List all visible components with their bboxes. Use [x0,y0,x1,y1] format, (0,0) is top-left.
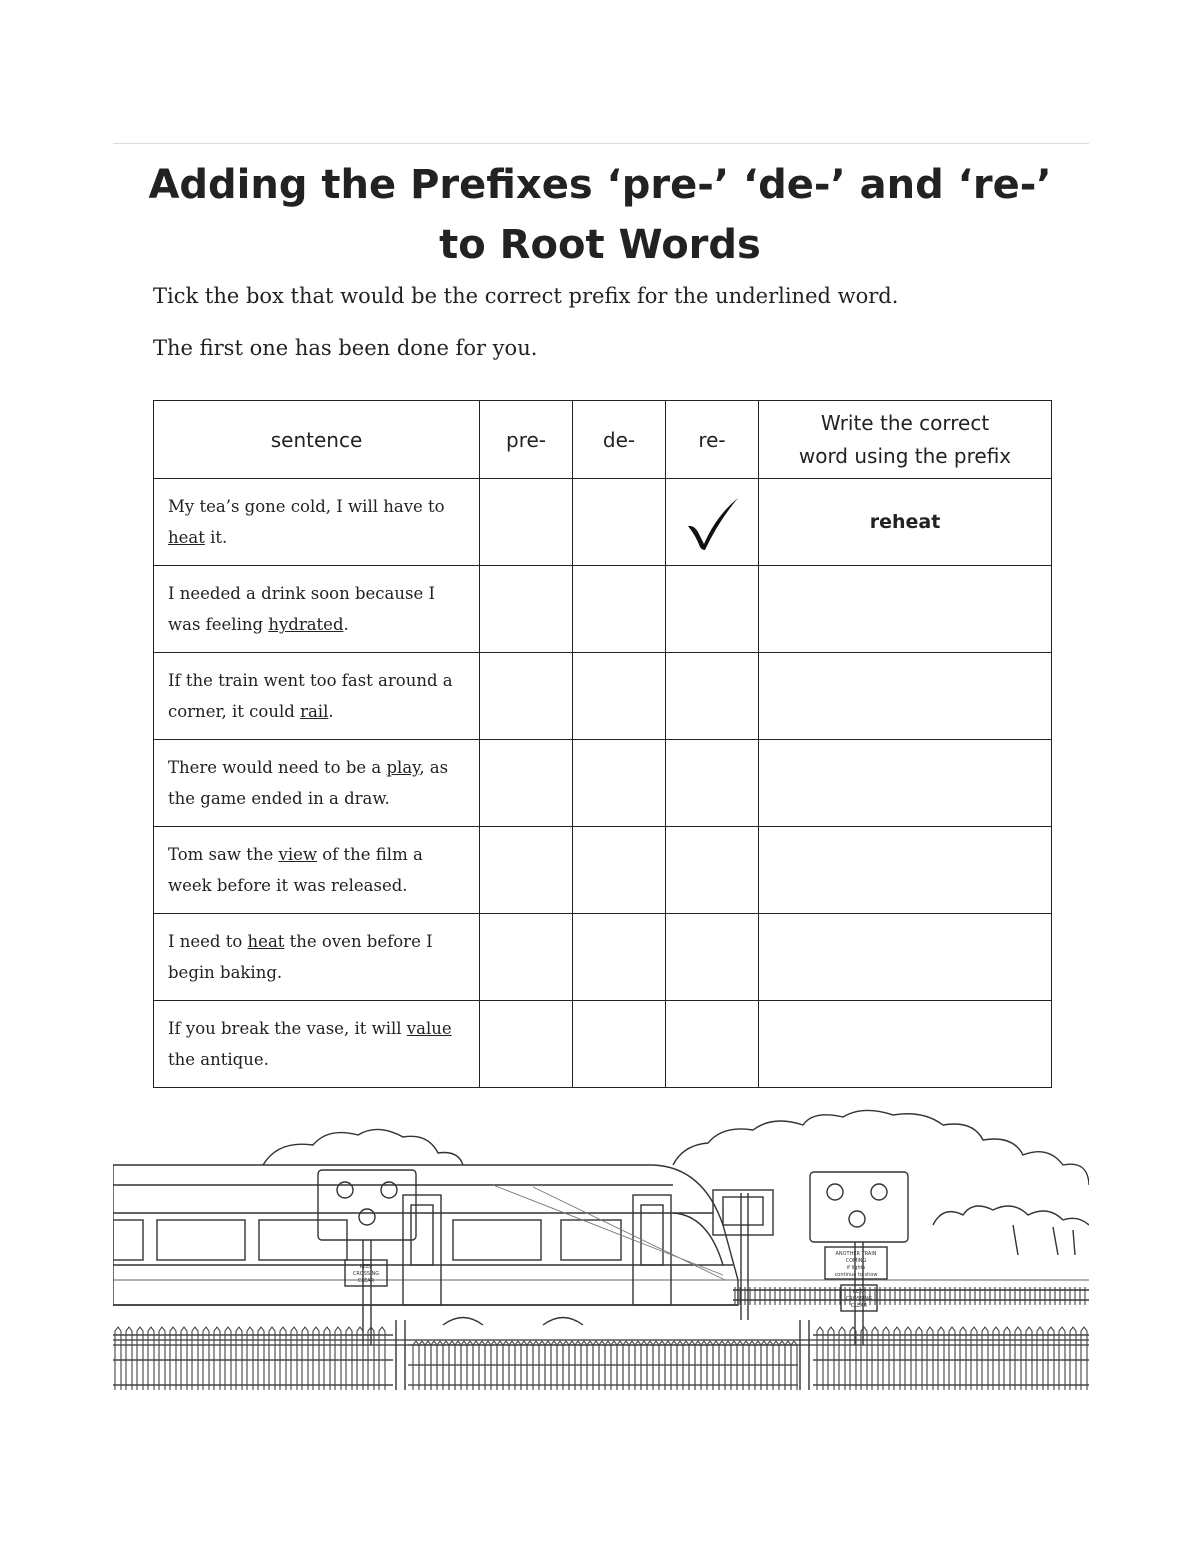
sentence-before: If the train went too fast around a corner, it could [168,671,453,721]
fence-picket [872,1327,878,1390]
signal-box-window [723,1197,763,1225]
worksheet-title [100,155,1100,275]
sign-notice-text: if lights [846,1265,866,1271]
tick-box-de[interactable] [573,914,666,1001]
fence-picket [1081,1327,1087,1390]
signal-light-board [318,1170,416,1240]
sentence-text [154,491,479,553]
table-row [154,740,1052,827]
train-cab-window [673,1213,723,1265]
sign-left-text: CLEAR [357,1278,375,1284]
sentence-after: . [328,702,334,721]
sentence-before: I need to [168,932,248,951]
sentence-before: My tea’s gone cold, I will have to [168,497,445,516]
railway-crossing-illustration [113,1105,1089,1390]
instruction-1: Tick the box that would be the correct prefix for the underlined word. [153,284,899,308]
table-row [154,479,1052,566]
sign-notice-text: continue to show [834,1272,878,1278]
table-row [154,566,1052,653]
train-door [403,1195,441,1305]
underlined-root-word: hydrated [268,615,344,634]
fence-picket [280,1327,286,1390]
fence-picket [938,1327,944,1390]
fence-picket [346,1327,352,1390]
fence-picket [1037,1327,1043,1390]
tree-outline [933,1206,1089,1225]
fence-picket [1004,1327,1010,1390]
tick-box-pre[interactable] [480,914,573,1001]
tick-box-de[interactable] [573,479,666,566]
tick-box-de[interactable] [573,740,666,827]
underlined-root-word: rail [300,702,329,721]
tree-outline [263,1129,463,1165]
header-write-line-1: Write the correct [820,410,990,435]
tick-box-re[interactable] [666,479,759,566]
tick-box-de[interactable] [573,827,666,914]
answer-cell[interactable] [759,566,1052,653]
train-window [561,1220,621,1260]
tick-box-pre[interactable] [480,740,573,827]
train-door-window [411,1205,433,1265]
tick-box-de[interactable] [573,566,666,653]
fence-picket [115,1327,121,1390]
fence-picket [1059,1327,1065,1390]
fence-picket [291,1327,297,1390]
underlined-root-word: play [386,758,420,777]
answer-cell[interactable]: reheat [759,479,1052,566]
sentence-cell [154,566,480,653]
pantograph-wire [493,1185,725,1280]
header-write-line-2: word using the prefix [798,443,1012,468]
header-sentence: sentence [154,401,480,479]
sentence-text [154,839,479,901]
fence-picket [1015,1327,1021,1390]
fence-picket [883,1327,889,1390]
sentence-before: Tom saw the [168,845,279,864]
title-line-2: to Root Words [439,222,761,268]
sign-notice-text: COMING [845,1258,867,1264]
fence-picket [313,1327,319,1390]
fence-picket [357,1327,363,1390]
fence-picket [817,1327,823,1390]
table-row [154,914,1052,1001]
sentence-before: I needed a drink soon because I was feeling [168,584,435,634]
fence-picket [225,1327,231,1390]
fence-picket [379,1327,385,1390]
table-header-row [154,401,1052,479]
sign-left-text: KEEP [359,1264,373,1270]
fence-gate-post [396,1320,809,1390]
fence-picket [1048,1327,1054,1390]
fence-picket [828,1327,834,1390]
fence-picket [1070,1327,1076,1390]
fence-picket [137,1327,143,1390]
prefix-table [153,400,1052,1088]
tick-box-re[interactable] [666,566,759,653]
sentence-after: , as the game ended in a draw. [168,758,449,808]
sentence-after: . [343,615,349,634]
sentence-cell [154,827,480,914]
fence-picket [839,1327,845,1390]
fence-picket [269,1327,275,1390]
sign-right-text: CLEAR [850,1303,868,1309]
tick-box-re[interactable] [666,914,759,1001]
answer-cell[interactable] [759,740,1052,827]
sentence-after: it. [204,528,228,547]
signal-light [849,1211,865,1227]
fence-picket [916,1327,922,1390]
fence-picket [247,1327,253,1390]
sentence-before: If you break the vase, it will [168,1019,407,1038]
sentence-cell [154,914,480,1001]
table-row [154,653,1052,740]
fence-picket [993,1327,999,1390]
fence-picket [982,1327,988,1390]
fence-picket [236,1327,242,1390]
sentence-text [154,926,479,988]
fence-picket [949,1327,955,1390]
signal-light [827,1184,843,1200]
fence-picket [159,1327,165,1390]
underlined-root-word: heat [247,932,285,951]
fence-picket [894,1327,900,1390]
fence-picket [203,1327,209,1390]
sentence-cell [154,1001,480,1088]
fence-picket [214,1327,220,1390]
sentence-cell [154,479,480,566]
fence-picket [324,1327,330,1390]
fence-picket [927,1327,933,1390]
fence-picket [170,1327,176,1390]
train-window [453,1220,541,1260]
tick-box-pre[interactable] [480,1001,573,1088]
sentence-text [154,578,479,640]
fence-picket [971,1327,977,1390]
answer-cell[interactable] [759,827,1052,914]
sentence-after: the oven before I begin baking. [168,932,433,982]
train-window [113,1220,143,1260]
tick-box-pre[interactable] [480,827,573,914]
table-row [154,1001,1052,1088]
answer-cell[interactable] [759,914,1052,1001]
fence-picket [861,1327,867,1390]
tick-box-pre[interactable] [480,653,573,740]
tick-box-re[interactable] [666,1001,759,1088]
fence-picket [1026,1327,1032,1390]
sentence-text [154,752,479,814]
sentence-text [154,1013,479,1075]
fence-picket [181,1327,187,1390]
train-underframe [113,1305,738,1325]
sign-right-text: CROSSING [845,1296,873,1302]
sentence-before: There would need to be a [168,758,387,777]
sentence-cell [154,740,480,827]
signal-light [871,1184,887,1200]
underlined-root-word: heat [168,528,205,547]
top-rule [113,143,1089,144]
header-pre: pre- [480,401,573,479]
answer-cell[interactable] [759,1001,1052,1088]
title-line-1: Adding the Prefixes ‘pre-’ ‘de-’ and ‘re-’ [148,162,1052,208]
fence-picket [148,1327,154,1390]
signal-light [359,1209,375,1225]
sentence-after: of the film a week before it was released. [168,845,423,895]
tick-box-re[interactable] [666,653,759,740]
answer-cell[interactable] [759,653,1052,740]
tree-trunk [1013,1225,1075,1255]
tree-outline [673,1110,1089,1185]
tick-box-pre[interactable] [480,566,573,653]
fence-picket [960,1327,966,1390]
sign-left-text: CROSSING [352,1271,380,1277]
far-fence [733,1290,1089,1300]
fence-picket [126,1327,132,1390]
train-body [113,1165,738,1305]
tick-box-re[interactable] [666,740,759,827]
sign-notice-text: ANOTHER TRAIN [835,1251,877,1257]
fence-picket [258,1327,264,1390]
table-row [154,827,1052,914]
header-de: de- [573,401,666,479]
fence-picket [335,1327,341,1390]
instruction-2: The first one has been done for you. [153,336,538,360]
sign-right-text: KEEP [852,1289,866,1295]
train-door [633,1195,671,1305]
tick-box-de[interactable] [573,1001,666,1088]
tick-box-re[interactable] [666,827,759,914]
header-re: re- [666,401,759,479]
sentence-cell [154,653,480,740]
fence-picket [302,1327,308,1390]
check-mark-icon [682,492,742,552]
fence-picket [905,1327,911,1390]
train-door-window [641,1205,663,1265]
sentence-text [154,665,479,727]
signal-light-board [810,1172,908,1242]
tick-box-de[interactable] [573,653,666,740]
tick-box-pre[interactable] [480,479,573,566]
train-window [157,1220,245,1260]
underlined-root-word: value [406,1019,452,1038]
fence-picket [192,1327,198,1390]
header-write-word [759,401,1052,479]
underlined-root-word: view [278,845,317,864]
sentence-after: the antique. [168,1050,269,1069]
